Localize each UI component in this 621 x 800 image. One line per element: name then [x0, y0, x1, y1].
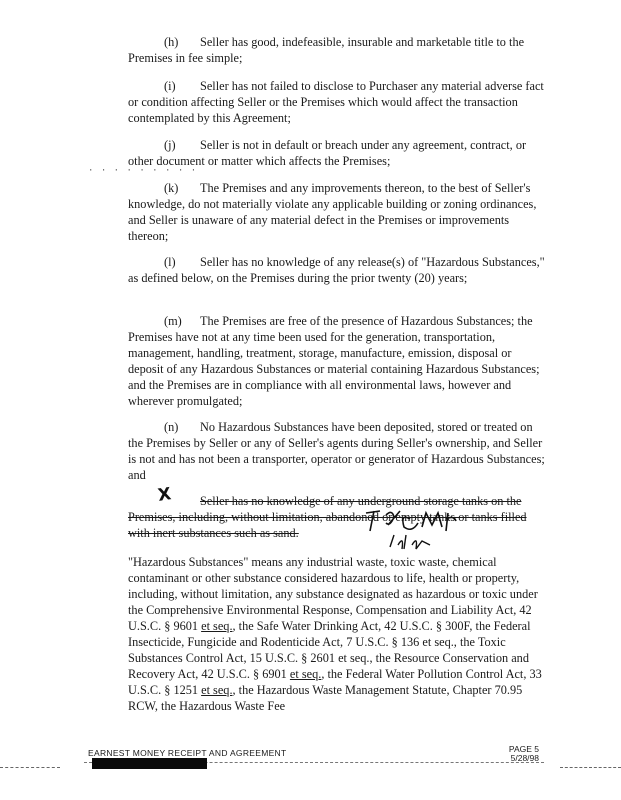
hazardous-substances-definition	[128, 554, 548, 714]
clause-text: Seller is not in default or breach under any agreement, contract, or other document or matter which affects the Premises;	[128, 138, 527, 168]
scan-artifact-dots: · · · · · · · · ·	[88, 166, 198, 176]
footer-page-info	[509, 745, 539, 763]
definition-text-4: , the Hazardous Waste Management Statute, Chapter 70.95 RCW, the Hazardous Waste Fee	[128, 683, 523, 713]
clause-text: The Premises and any improvements thereon, to the best of Seller's knowledge, do not materially violate any applicable building or zoning ordinances, and Seller is unaware of any material defect in the Premises or improvements thereon;	[128, 181, 537, 243]
clause-k	[128, 180, 548, 244]
clause-text: Seller has no knowledge of any release(s) of "Hazardous Substances," as defined below, on the Premises during the prior twenty (20) years;	[128, 255, 545, 285]
clause-text: Seller has not failed to disclose to Purchaser any material adverse fact or condition affecting Seller or the Premises which would affect the transaction contemplated by this Agreement;	[128, 79, 544, 125]
clause-label: (m)	[164, 314, 182, 328]
definition-et-seq-1: et seq.	[201, 619, 233, 633]
clause-label: (k)	[164, 181, 179, 195]
clause-text: The Premises are free of the presence of Hazardous Substances; the Premises have not at any time been used for the generation, transportation, management, handling, treatment, storage, manufacture, emission, disposal or deposit of any Hazardous Substances or material containing Hazardous Substances; and the Premises are in compliance with all environmental laws, however and wherever promulgated;	[128, 314, 540, 408]
clause-i	[128, 78, 548, 126]
clause-label: (i)	[164, 79, 176, 93]
scan-edge-artifact-right	[560, 767, 621, 769]
clause-text: Seller has no knowledge of any underground storage tanks on the Premises, including, without limitation, abandoned or empty tanks or tanks filled with inert substances such as sand.	[128, 494, 527, 540]
clause-h	[128, 34, 548, 66]
handwritten-initials-signature	[360, 505, 500, 555]
clause-text: Seller has good, indefeasible, insurable and marketable title to the Premises in fee simple;	[128, 35, 525, 65]
clause-m	[128, 313, 548, 409]
clause-text: No Hazardous Substances have been deposited, stored or treated on the Premises by Seller or any of Seller's agents during Seller's ownership, and Seller is not and has not been a transporter, operator or generator of Hazardous Substances; and	[128, 420, 545, 482]
clause-label: (j)	[164, 138, 176, 152]
definition-text-1: "Hazardous Substances" means any industrial waste, toxic waste, chemical contaminant or other substance considered hazardous to life, health or property, including, without limitation, any substance designated as hazardous or toxic under the Comprehensive Environmental Response, Compensation and Liability Act, 42 U.S.C. § 9601	[128, 555, 538, 633]
definition-et-seq-2: et seq.	[289, 667, 322, 681]
definition-text-2: , the Safe Water Drinking Act, 42 U.S.C. § 300F, the Federal Insecticide, Fungicide and Rodenticide Act, 7 U.S.C. § 136 et seq., the Toxic Substances Control Act, 15 U.S.C. § 2601 et seq., the Resource Conservation and Recovery Act, 42 U.S.C. § 6901	[128, 619, 531, 681]
definition-et-seq-3: et seq.	[201, 683, 233, 697]
footer-document-title: EARNEST MONEY RECEIPT AND AGREEMENT	[88, 748, 287, 758]
redaction-bar	[92, 758, 207, 769]
footer-page-number: PAGE 5	[508, 744, 539, 754]
clause-l	[128, 254, 548, 286]
handwritten-x-mark: X	[156, 484, 173, 506]
scan-edge-artifact-left	[0, 767, 60, 769]
definition-text-3: , the Federal Water Pollution Control Act, 33 U.S.C. § 1251	[128, 667, 542, 697]
footer-date: 5/28/98	[510, 753, 539, 763]
clause-label: (h)	[164, 35, 179, 49]
clause-label: (n)	[164, 420, 179, 434]
clause-n	[128, 419, 548, 483]
clause-label: (l)	[164, 255, 176, 269]
